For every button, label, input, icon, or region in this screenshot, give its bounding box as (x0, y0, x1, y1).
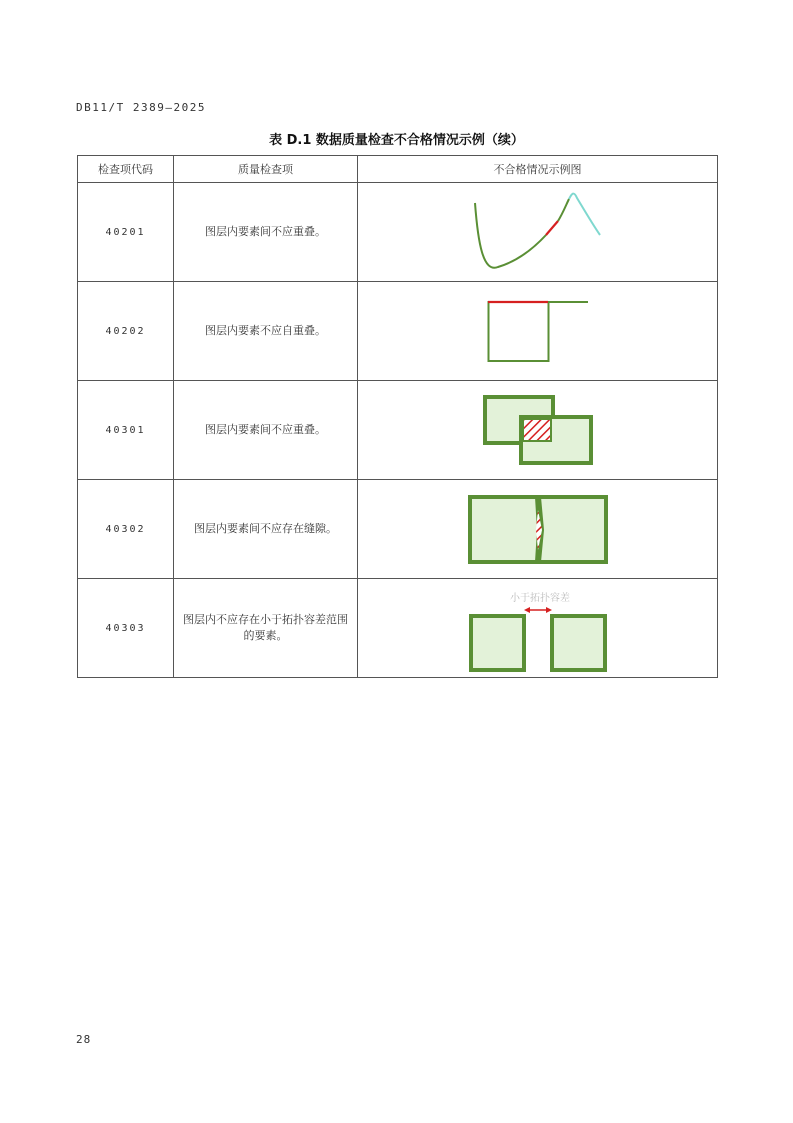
tolerance-label: 小于拓扑容差 (510, 593, 570, 604)
check-item: 图层内要素间不应重叠。 (174, 381, 358, 480)
polygon-outline (489, 302, 549, 361)
quality-check-table (77, 155, 718, 678)
column-header-figure: 不合格情况示例图 (358, 156, 718, 183)
example-figure-self-overlap (358, 282, 718, 381)
example-figure-polygon-overlap (358, 381, 718, 480)
small-polygon-right (552, 616, 605, 670)
check-code: 40202 (78, 282, 174, 381)
example-figure-polygon-gap (358, 480, 718, 579)
table-row (78, 282, 718, 381)
column-header-item: 质量检查项 (174, 156, 358, 183)
self-overlap-diagram (358, 282, 718, 380)
line-feature (475, 203, 546, 268)
table-row (78, 480, 718, 579)
line-feature-continued (558, 199, 569, 221)
check-code: 40302 (78, 480, 174, 579)
check-code: 40303 (78, 579, 174, 678)
table-row (78, 579, 718, 678)
page-number: 28 (76, 1033, 92, 1046)
arrowhead-left-icon (524, 607, 530, 613)
arrowhead-right-icon (546, 607, 552, 613)
table-header-row (78, 156, 718, 183)
check-item: 图层内要素不应自重叠。 (174, 282, 358, 381)
check-code: 40301 (78, 381, 174, 480)
line-overlap-diagram (358, 183, 718, 281)
example-figure-line-overlap (358, 183, 718, 282)
check-item: 图层内不应存在小于拓扑容差范围的要素。 (174, 579, 358, 678)
overlap-segment (546, 221, 558, 235)
polygon-left (470, 497, 539, 562)
column-header-code: 检查项代码 (78, 156, 174, 183)
below-tolerance-diagram (358, 579, 718, 677)
neighbor-line-feature (569, 194, 600, 235)
check-item: 图层内要素间不应存在缝隙。 (174, 480, 358, 579)
table-row (78, 183, 718, 282)
check-item: 图层内要素间不应重叠。 (174, 183, 358, 282)
check-code: 40201 (78, 183, 174, 282)
table-title: 表 D.1 数据质量检查不合格情况示例（续） (269, 133, 524, 148)
small-polygon-left (471, 616, 524, 670)
polygon-right (539, 497, 606, 562)
document-code: DB11/T 2389—2025 (76, 101, 206, 114)
example-figure-below-tolerance (358, 579, 718, 678)
polygon-overlap-diagram (358, 381, 718, 479)
overlap-region (523, 419, 551, 441)
polygon-gap-diagram (358, 480, 718, 578)
table-row (78, 381, 718, 480)
